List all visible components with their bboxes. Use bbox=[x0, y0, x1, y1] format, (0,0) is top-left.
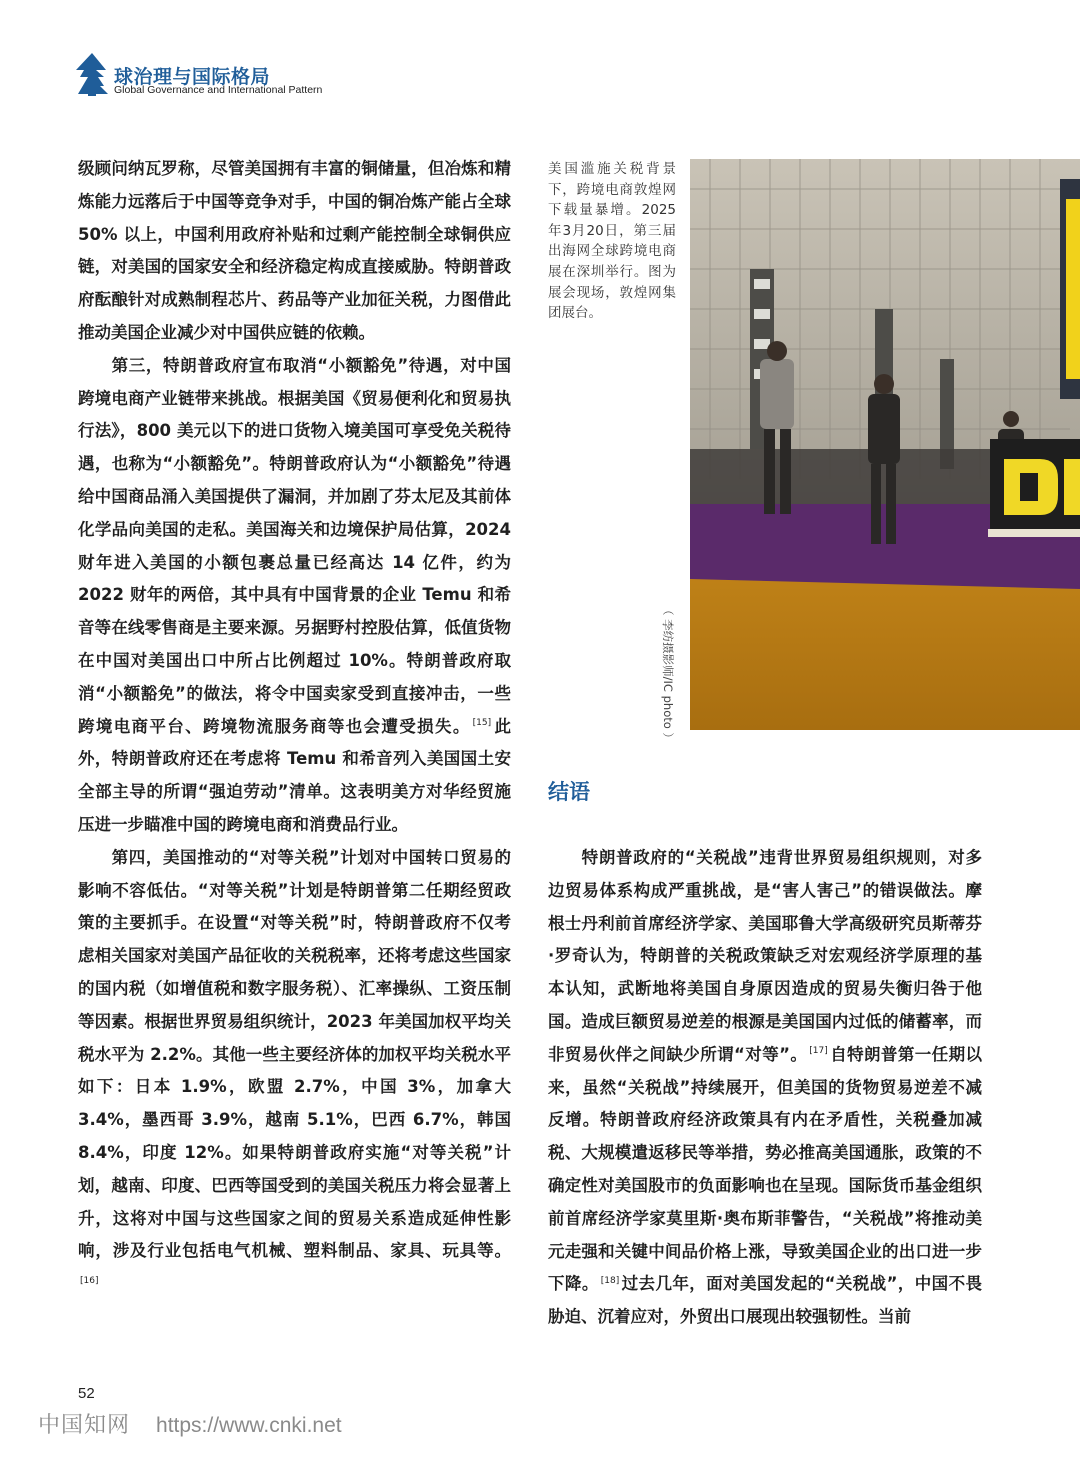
watermark-brand: 中国知网 bbox=[38, 1413, 131, 1438]
right-column bbox=[548, 842, 982, 1334]
watermark-url[interactable]: https://www.cnki.net bbox=[156, 1414, 342, 1437]
journal-title-en: Global Governance and International Pattern bbox=[114, 84, 323, 96]
journal-title-cn: 球治理与国际格局 bbox=[114, 66, 271, 88]
paragraph-text: 过去几年，面对美国发起的“关税战”，中国不畏胁迫、沉着应对，外贸出口展现出较强韧性。当前 bbox=[548, 1274, 982, 1327]
paragraph bbox=[548, 842, 982, 1334]
paragraph-text: 此外，特朗普政府还在考虑将 Temu 和希音列入美国国土安全部主导的所谓“强迫劳动”清单。这表明美方对华经贸施压进一步瞄准中国的跨境电商和消费品行业。 bbox=[78, 716, 512, 834]
footnote-ref[interactable]: [17] bbox=[809, 1046, 828, 1057]
paragraph-text: 自特朗普第一任期以来，虽然“关税战”持续展开，但美国的货物贸易逆差不减反增。特朗普政府经济政策具有内在矛盾性，关税叠加减税、大规模遣返移民等举措，势必推高美国通胀，政策的不确定性对美国股市的负面影响也在呈现。国际货币基金组织前首席经济学家莫里斯·奥布斯菲警告，“关税战”将推动美元走强和关键中间品价格上涨，导致美国企业的出口进一步下降。 bbox=[548, 1044, 982, 1294]
paragraph bbox=[78, 153, 511, 350]
watermark bbox=[38, 1408, 342, 1439]
journal-header bbox=[70, 50, 430, 106]
footnote-ref[interactable]: [18] bbox=[600, 1275, 620, 1286]
paragraph-text: 级顾问纳瓦罗称，尽管美国拥有丰富的铜储量，但冶炼和精炼能力远落后于中国等竞争对手，中国的铜冶炼产能占全球 50% 以上，中国利用政府补贴和过剩产能控制全球铜供应链，对美国的国家安全和经济稳定构成直接威胁。特朗普政府酝酿针对成熟制程芯片、药品等产业加征关税，力图借此推动美国企业减少对中国供应链的依赖。 bbox=[78, 159, 511, 342]
paragraph bbox=[78, 842, 511, 1301]
section-heading-conclusion: 结语 bbox=[548, 780, 590, 804]
left-column bbox=[78, 153, 511, 1301]
paragraph bbox=[78, 350, 511, 842]
paragraph-text: 第三，特朗普政府宣布取消“小额豁免”待遇，对中国跨境电商产业链带来挑战。根据美国《贸易便利化和贸易执行法》，800 美元以下的进口货物入境美国可享受免关税待遇，也称为“小额豁免”。特朗普政府认为“小额豁免”待遇给中国商品涌入美国提供了漏洞，并加剧了芬太尼及其前体化学品向美国的走私。美国海关和边境保护局估算，2024 财年进入美国的小额包裹总量已经高达 14 亿件，约为 2022 财年的两倍，其中具有中国背景的企业 Temu 和希音等在线零售商是主要来源。另据野村控股估算，低值货物在中国对美国出口中所占比例超过 10%。特朗普政府取消“小额豁免”的做法，将令中国卖家受到直接冲击，一些跨境电商平台、跨境物流服务商等也会遭受损失。 bbox=[78, 355, 511, 736]
photo-caption: 美国滥施关税背景下，跨境电商敦煌网下载量暴增。2025年3月20日，第三届出海网全球跨境电商展在深圳举行。图为展会现场，敦煌网集团展台。 bbox=[548, 161, 676, 322]
photo-credit: （ 李纺摄影师/IC photo ） bbox=[661, 604, 675, 744]
page-number: 52 bbox=[78, 1385, 95, 1402]
footnote-ref[interactable]: [15] bbox=[472, 718, 492, 729]
paragraph-text: 特朗普政府的“关税战”违背世界贸易组织规则，对多边贸易体系构成严重挑战，是“害人害己”的错误做法。摩根士丹利前首席经济学家、美国耶鲁大学高级研究员斯蒂芬·罗奇认为，特朗普的关税政策缺乏对宏观经济学原理的基本认知，武断地将美国自身原因造成的贸易失衡归咎于他国。造成巨额贸易逆差的根源是美国国内过低的储蓄率，而非贸易伙伴之间缺少所谓“对等”。 bbox=[548, 848, 982, 1064]
journal-logo-icon bbox=[70, 50, 114, 102]
paragraph-text: 第四，美国推动的“对等关税”计划对中国转口贸易的影响不容低估。“对等关税”计划是特朗普第二任期经贸政策的主要抓手。在设置“对等关税”时，特朗普政府不仅考虑相关国家对美国产品征收的关税税率，还将考虑这些国家的国内税（如增值税和数字服务税）、汇率操纵、工资压制等因素。根据世界贸易组织统计，2023 年美国加权平均关税水平为 2.2%。其他一些主要经济体的加权平均关税水平如下：日本 1.9%，欧盟 2.7%，中国 3%，加拿大 3.4%，墨西哥 3.9%，越南 5.1%，巴西 6.7%，韩国 8.4%，印度 12%。如果特朗普政府实施“对等关税”计划，越南、印度、巴西等国受到的美国关税压力将会显著上升，这将对中国与这些国家之间的贸易关系造成延伸性影响，涉及行业包括电气机械、塑料制品、家具、玩具等。 bbox=[78, 847, 511, 1261]
footnote-ref[interactable]: [16] bbox=[80, 1275, 99, 1286]
exhibition-photo bbox=[690, 159, 1080, 730]
